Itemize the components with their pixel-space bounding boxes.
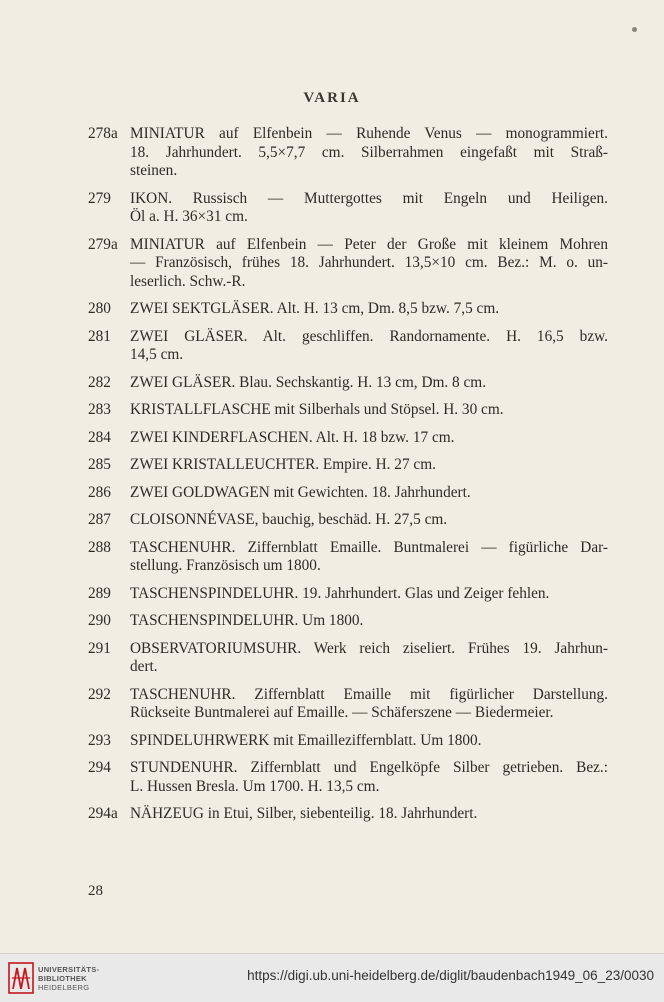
entry-line: ZWEI KRISTALLEUCHTER. Empire. H. 27 cm. xyxy=(130,456,436,473)
entry-line: SPINDELUHRWERK mit Emailleziffernblatt. Um 1800. xyxy=(130,731,482,749)
entry-description xyxy=(130,429,608,448)
entry-description xyxy=(130,585,608,604)
entry-description xyxy=(130,732,608,751)
entry-number: 282 xyxy=(88,373,111,391)
entry-description xyxy=(130,300,608,319)
entry-number: 278a xyxy=(88,125,118,142)
catalog-entries xyxy=(88,125,608,833)
page-number: 28 xyxy=(88,883,103,899)
entry-number: 294 xyxy=(88,759,111,776)
entry-line: TASCHENUHR. Ziffernblatt Emaille mit figürlicher Darstellung. xyxy=(130,685,608,703)
catalog-entry xyxy=(88,328,608,365)
catalog-entry xyxy=(88,759,608,796)
entry-description xyxy=(130,374,608,393)
entry-line: CLOISONNÉVASE, bauchig, beschäd. H. 27,5 cm. xyxy=(130,511,448,528)
entry-description xyxy=(130,640,608,677)
entry-number: 291 xyxy=(88,639,111,657)
catalog-entry xyxy=(88,236,608,292)
catalog-entry xyxy=(88,805,608,824)
entry-description xyxy=(130,539,608,576)
library-name-line: UNIVERSITÄTS- xyxy=(38,965,100,974)
entry-number: 286 xyxy=(88,483,111,501)
entry-description xyxy=(130,456,608,475)
entry-line: TASCHENSPINDELUHR. Um 1800. xyxy=(130,612,364,629)
entry-line: IKON. Russisch — Muttergottes mit Engeln und Heiligen. xyxy=(130,189,608,207)
catalog-entry xyxy=(88,190,608,227)
catalog-entry xyxy=(88,374,608,393)
entry-description xyxy=(130,125,608,181)
catalog-entry xyxy=(88,686,608,723)
library-name-line: BIBLIOTHEK xyxy=(38,974,87,983)
entry-number: 284 xyxy=(88,428,111,446)
catalog-entry xyxy=(88,511,608,530)
entry-description xyxy=(130,686,608,723)
entry-line: TASCHENSPINDELUHR. 19. Jahrhundert. Glas und Zeiger fehlen. xyxy=(130,584,550,602)
entry-line: — Französisch, frühes 18. Jahrhundert. 13,5×10 cm. Bez.: M. o. un- xyxy=(130,254,608,271)
entry-description xyxy=(130,511,608,530)
entry-line: KRISTALLFLASCHE mit Silberhals und Stöpsel. H. 30 cm. xyxy=(130,401,504,418)
entry-line: 14,5 cm. xyxy=(130,346,184,363)
catalog-entry xyxy=(88,539,608,576)
entry-number: 280 xyxy=(88,300,111,317)
entry-line: steinen. xyxy=(130,162,178,179)
document-url-link[interactable]: https://digi.ub.uni-heidelberg.de/diglit/baudenbach1949_06_23/0030 xyxy=(247,968,654,983)
entry-description xyxy=(130,612,608,631)
catalog-entry xyxy=(88,484,608,503)
entry-line: ZWEI SEKTGLÄSER. Alt. H. 13 cm, Dm. 8,5 bzw. 7,5 cm. xyxy=(130,300,500,317)
entry-line: Öl a. H. 36×31 cm. xyxy=(130,208,248,225)
entry-line: ZWEI KINDERFLASCHEN. Alt. H. 18 bzw. 17 cm. xyxy=(130,428,455,446)
entry-number: 294a xyxy=(88,805,118,822)
entry-line: ZWEI GLÄSER. Alt. geschliffen. Randornamente. H. 16,5 bzw. xyxy=(130,327,608,345)
entry-line: MINIATUR auf Elfenbein — Ruhende Venus — monogrammiert. xyxy=(130,125,608,142)
entry-line: OBSERVATORIUMSUHR. Werk reich ziseliert. Frühes 19. Jahrhun- xyxy=(130,639,608,657)
entry-description xyxy=(130,805,608,824)
viewer-footer xyxy=(0,953,664,1002)
entry-line: NÄHZEUG in Etui, Silber, siebenteilig. 18. Jahrhundert. xyxy=(130,805,478,822)
entry-number: 290 xyxy=(88,612,111,629)
entry-line: leserlich. Schw.-R. xyxy=(130,272,246,290)
library-logo-icon xyxy=(8,962,34,994)
entry-description xyxy=(130,190,608,227)
entry-description xyxy=(130,328,608,365)
catalog-entry xyxy=(88,456,608,475)
catalog-entry xyxy=(88,401,608,420)
catalog-entry xyxy=(88,732,608,751)
library-name xyxy=(38,965,99,992)
entry-description xyxy=(130,401,608,420)
entry-number: 285 xyxy=(88,456,111,473)
catalog-entry xyxy=(88,429,608,448)
scan-speck xyxy=(632,27,637,32)
entry-number: 292 xyxy=(88,685,111,703)
catalog-entry xyxy=(88,640,608,677)
entry-description xyxy=(130,236,608,292)
entry-line: L. Hussen Bresla. Um 1700. H. 13,5 cm. xyxy=(130,777,380,795)
entry-line: 18. Jahrhundert. 5,5×7,7 cm. Silberrahmen eingefaßt mit Straß- xyxy=(130,143,608,161)
catalog-entry xyxy=(88,612,608,631)
entry-line: MINIATUR auf Elfenbein — Peter der Große mit kleinem Mohren xyxy=(130,235,608,253)
entry-line: STUNDENUHR. Ziffernblatt und Engelköpfe Silber getrieben. Bez.: xyxy=(130,759,608,776)
entry-line: stellung. Französisch um 1800. xyxy=(130,557,321,574)
entry-description xyxy=(130,759,608,796)
entry-number: 289 xyxy=(88,584,111,602)
entry-number: 287 xyxy=(88,511,111,528)
entry-number: 281 xyxy=(88,327,111,345)
entry-number: 279 xyxy=(88,189,111,207)
entry-line: ZWEI GLÄSER. Blau. Sechskantig. H. 13 cm, Dm. 8 cm. xyxy=(130,373,487,391)
entry-number: 293 xyxy=(88,731,111,749)
catalog-entry xyxy=(88,125,608,181)
section-heading: VARIA xyxy=(303,90,361,106)
entry-line: Rückseite Buntmalerei auf Emaille. — Schäferszene — Biedermeier. xyxy=(130,704,554,721)
entry-line: dert. xyxy=(130,658,158,675)
entry-number: 279a xyxy=(88,235,118,253)
entry-description xyxy=(130,484,608,503)
entry-line: ZWEI GOLDWAGEN mit Gewichten. 18. Jahrhundert. xyxy=(130,483,471,501)
library-name-line: HEIDELBERG xyxy=(38,983,90,992)
entry-number: 283 xyxy=(88,401,111,418)
entry-line: TASCHENUHR. Ziffernblatt Emaille. Buntmalerei — figürliche Dar- xyxy=(130,538,608,556)
catalog-entry xyxy=(88,300,608,319)
catalog-entry xyxy=(88,585,608,604)
entry-number: 288 xyxy=(88,538,111,556)
